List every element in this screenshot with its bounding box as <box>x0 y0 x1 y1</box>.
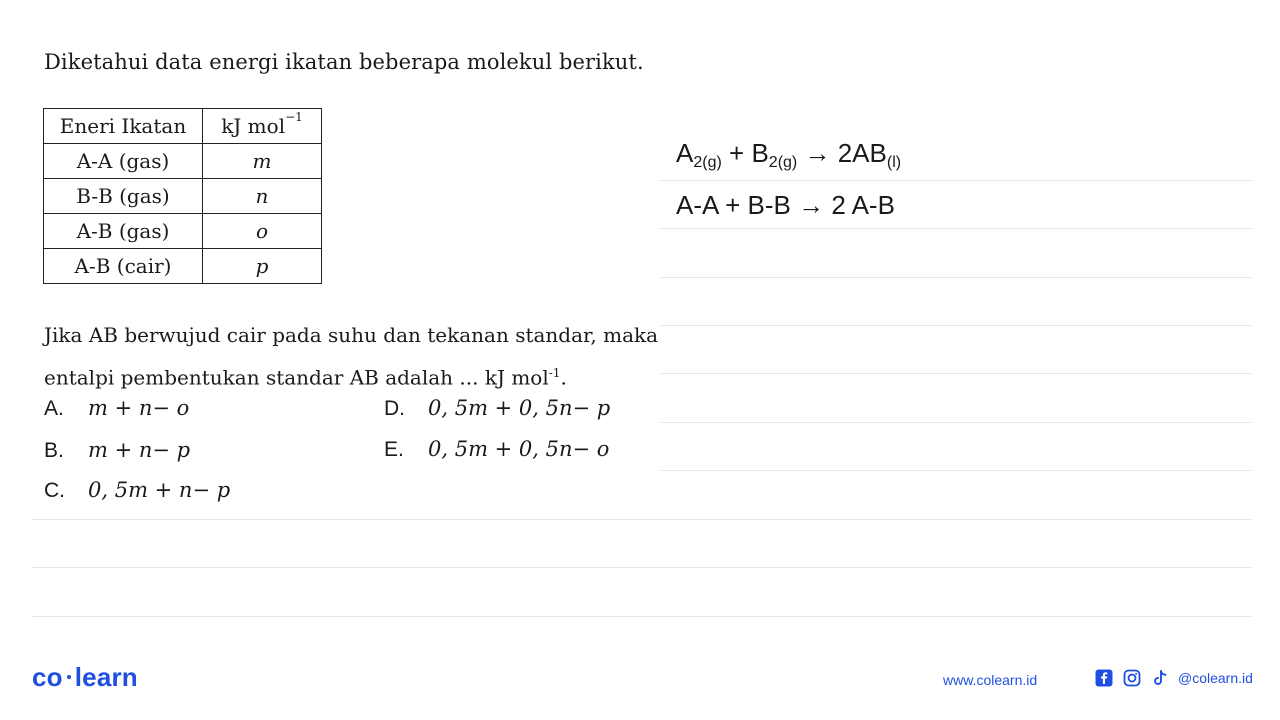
table-row <box>44 249 322 284</box>
table-cell-value: p <box>203 249 322 284</box>
option-expression: m + n− p <box>88 438 191 462</box>
table-header-row <box>44 109 322 144</box>
question-text <box>44 316 664 397</box>
table-row <box>44 179 322 214</box>
table-row <box>44 214 322 249</box>
table-row <box>44 144 322 179</box>
reaction-equation: $A_{2(g)} + B_{2(g)} \to 2AB_{(l)}$ <box>676 138 902 171</box>
question-line-1: Jika AB berwujud cair pada suhu dan tekanan standar, maka <box>44 323 659 347</box>
rule-line <box>660 422 1252 423</box>
option-a[interactable] <box>44 396 189 421</box>
colearn-logo[interactable]: co learn <box>32 662 138 692</box>
option-b[interactable] <box>44 438 190 463</box>
bond-energy-table <box>43 108 322 284</box>
table-header-bond: Eneri Ikatan <box>44 109 203 144</box>
table-cell-bond: A-A (gas) <box>44 144 203 179</box>
table-cell-bond: B-B (gas) <box>44 179 203 214</box>
option-expression: 0, 5m + 0, 5n− o <box>428 437 610 461</box>
option-letter: A. <box>44 397 64 420</box>
table-cell-value: n <box>203 179 322 214</box>
website-link[interactable]: www.colearn.id <box>943 672 1038 688</box>
option-expression: m + n− o <box>88 396 190 420</box>
option-expression: 0, 5m + n− p <box>88 478 231 502</box>
tiktok-icon[interactable] <box>1150 668 1170 688</box>
rule-line <box>660 325 1252 326</box>
option-letter: D. <box>384 397 405 420</box>
social-links <box>1094 668 1253 688</box>
logo-dot <box>67 675 71 679</box>
table-cell-value: m <box>203 144 322 179</box>
table-header-unit: kJ mol$^{-1}$ <box>203 109 322 144</box>
option-c[interactable] <box>44 478 230 503</box>
facebook-icon[interactable] <box>1094 668 1114 688</box>
option-letter: C. <box>44 479 65 502</box>
rule-line <box>660 470 1252 471</box>
table-cell-value: o <box>203 214 322 249</box>
option-e[interactable] <box>384 437 609 462</box>
option-d[interactable] <box>384 396 610 421</box>
rule-line <box>660 373 1252 374</box>
option-expression: 0, 5m + 0, 5n− p <box>428 396 611 420</box>
rule-line <box>32 616 1252 617</box>
rule-line <box>32 519 1252 520</box>
question-line-2: entalpi pembentukan standar AB adalah ... kJ mol$^{-1}$. <box>44 365 567 390</box>
rule-line <box>660 228 1252 229</box>
table-cell-bond: A-B (gas) <box>44 214 203 249</box>
instagram-icon[interactable] <box>1122 668 1142 688</box>
social-handle[interactable]: @colearn.id <box>1178 670 1253 686</box>
table-cell-bond: A-B (cair) <box>44 249 203 284</box>
intro-text: Diketahui data energi ikatan beberapa molekul berikut. <box>44 50 644 74</box>
rule-line <box>32 567 1252 568</box>
option-letter: E. <box>384 438 404 461</box>
rule-line <box>660 277 1252 278</box>
option-letter: B. <box>44 439 64 462</box>
bond-equation: A-A + B-B → 2 A-B <box>676 190 895 220</box>
rule-line <box>660 180 1252 181</box>
